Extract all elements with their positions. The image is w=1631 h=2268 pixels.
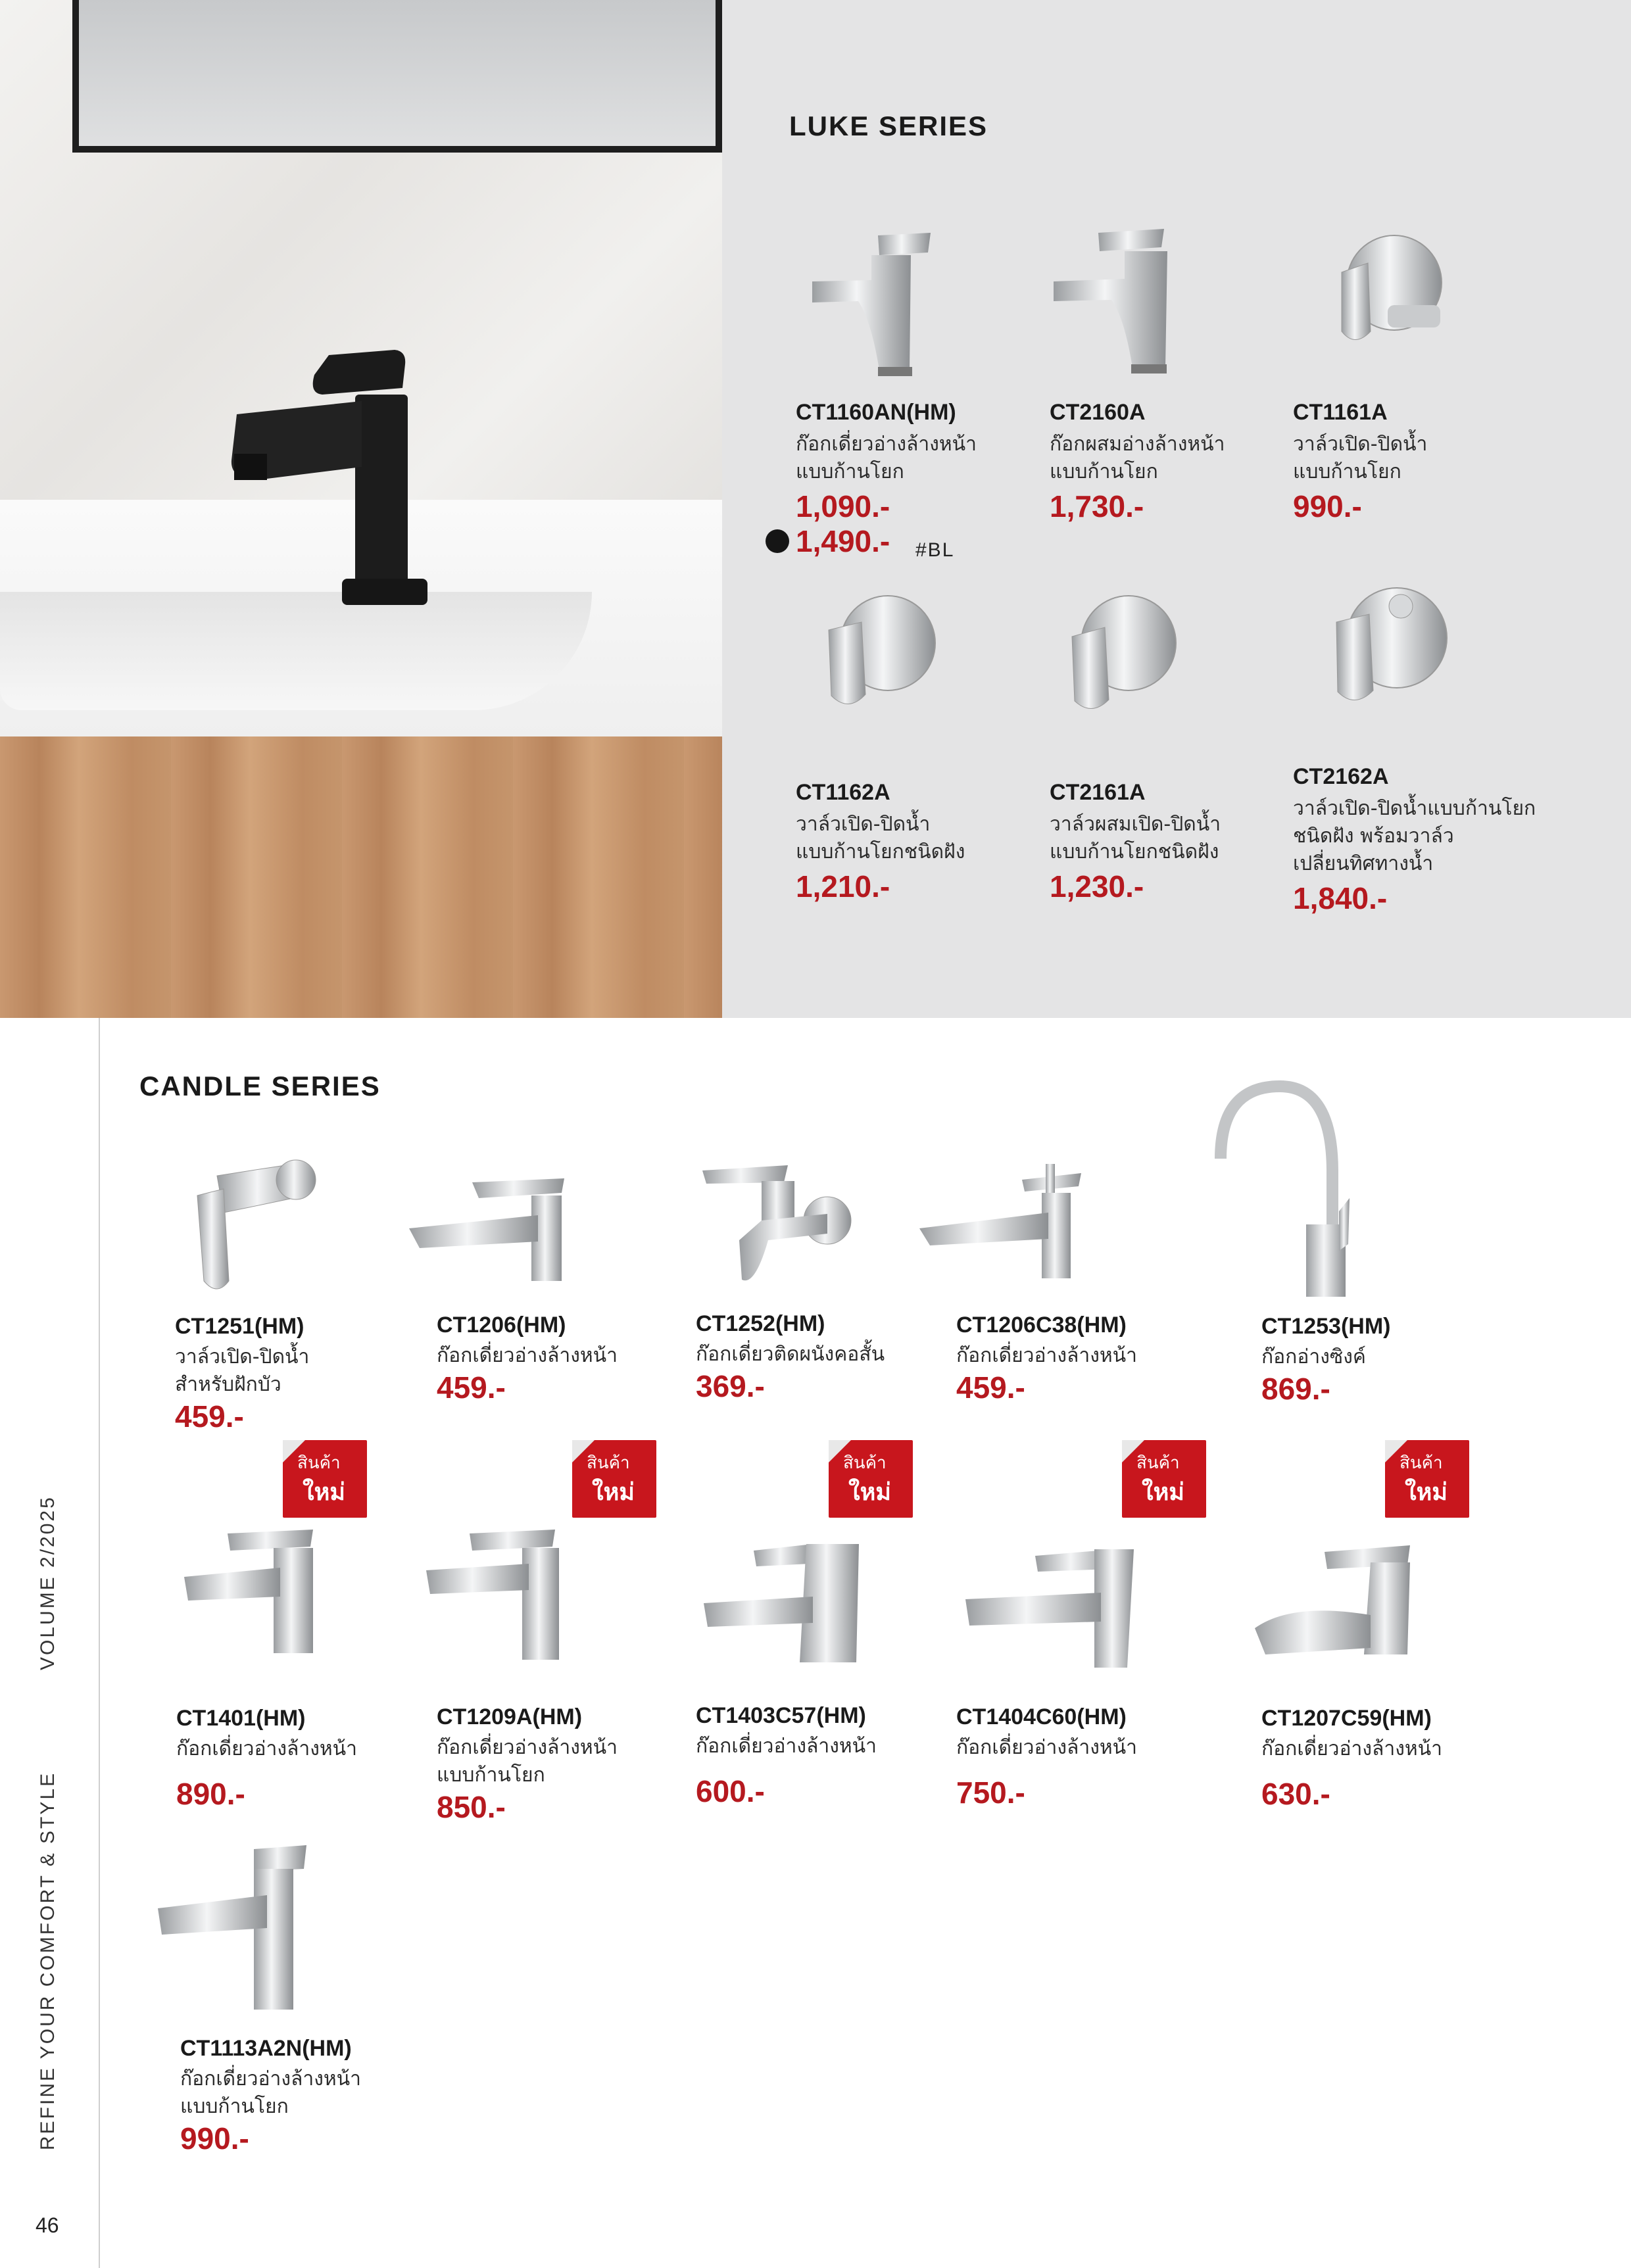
badge-line2: ใหม่ xyxy=(303,1479,346,1506)
product-desc: ก๊อกเดี่ยวติดผนังคอสั้น xyxy=(696,1343,885,1366)
product-desc: เปลี่ยนทิศทางน้ำ xyxy=(1293,852,1434,875)
product-ct1209a xyxy=(437,1704,618,1825)
product-ct1206 xyxy=(437,1313,618,1405)
product-desc: แบบก้านโยก xyxy=(437,1764,545,1787)
hero-photo xyxy=(0,0,722,1018)
badge-line1: สินค้า xyxy=(587,1453,630,1473)
product-desc: แบบก้านโยก xyxy=(1050,460,1158,483)
product-desc: วาล์วผสมเปิด-ปิดน้ำ xyxy=(1050,813,1221,836)
product-desc: วาล์วเปิด-ปิดน้ำ xyxy=(1293,433,1428,456)
product-price: 750.- xyxy=(956,1775,1025,1810)
product-desc: ก๊อกเดี่ยวอ่างล้างหน้า xyxy=(956,1736,1138,1759)
product-code: CT1209A(HM) xyxy=(437,1704,583,1729)
product-desc: ก๊อกเดี่ยวอ่างล้างหน้า xyxy=(180,2067,362,2090)
product-ct1401 xyxy=(176,1706,357,1812)
product-price: 1,230.- xyxy=(1050,869,1144,904)
product-price: 869.- xyxy=(1261,1372,1330,1406)
product-price: 1,090.- xyxy=(796,489,890,523)
mirror xyxy=(72,0,722,153)
product-code: CT1403C57(HM) xyxy=(696,1703,866,1728)
product-desc: วาล์วเปิด-ปิดน้ำ xyxy=(796,813,931,836)
product-code: CT1251(HM) xyxy=(175,1314,304,1339)
product-price: 600.- xyxy=(696,1774,765,1808)
faucet-ct1206-image xyxy=(406,1176,577,1288)
product-price: 850.- xyxy=(437,1790,506,1824)
faucet-ct1404c60-image xyxy=(963,1543,1140,1674)
new-product-badge xyxy=(1385,1440,1469,1518)
badge-line1: สินค้า xyxy=(1400,1453,1443,1473)
faucet-ct1252-image xyxy=(696,1161,854,1293)
badge-line2: ใหม่ xyxy=(1405,1479,1448,1506)
product-ct1162a xyxy=(796,780,965,904)
product-desc: ก๊อกเดี่ยวอ่างล้างหน้า xyxy=(437,1344,618,1367)
product-desc: ก๊อกเดี่ยวอ่างล้างหน้า xyxy=(437,1736,618,1759)
product-price: 1,730.- xyxy=(1050,489,1144,523)
product-ct2161a xyxy=(1050,780,1221,904)
product-ct1251 xyxy=(175,1314,309,1434)
product-price: 459.- xyxy=(437,1370,506,1405)
new-product-badge xyxy=(829,1440,913,1518)
badge-line1: สินค้า xyxy=(297,1453,341,1473)
product-price: 459.- xyxy=(175,1399,244,1434)
sink-faucet-ct1253-image xyxy=(1207,1080,1352,1297)
product-code: CT1161A xyxy=(1293,400,1388,425)
product-ct1207c59 xyxy=(1261,1706,1442,1812)
product-code: CT1252(HM) xyxy=(696,1311,825,1336)
product-ct1252 xyxy=(696,1311,885,1404)
product-desc: ก๊อกเดี่ยวอ่างล้างหน้า xyxy=(956,1344,1138,1367)
volume-label: VOLUME 2/2025 xyxy=(37,1495,59,1670)
black-faucet-image xyxy=(217,329,493,618)
valve-ct1161a-image xyxy=(1322,233,1453,351)
product-ct2162a xyxy=(1293,764,1536,916)
product-price: 1,210.- xyxy=(796,869,890,904)
product-desc: สำหรับฝักบัว xyxy=(175,1373,281,1396)
product-code: CT1160AN(HM) xyxy=(796,400,956,425)
product-code: CT1404C60(HM) xyxy=(956,1704,1127,1729)
valve-ct1251-image xyxy=(191,1149,316,1301)
badge-line2: ใหม่ xyxy=(848,1479,892,1506)
product-code: CT1113A2N(HM) xyxy=(180,2036,352,2061)
candle-series-title: CANDLE SERIES xyxy=(139,1071,381,1101)
product-ct1160an xyxy=(796,400,977,524)
badge-line2: ใหม่ xyxy=(592,1479,635,1506)
product-desc: วาล์วเปิด-ปิดน้ำ xyxy=(175,1345,310,1368)
faucet-ct1209a-image xyxy=(424,1524,575,1662)
faucet-ct1401-image xyxy=(182,1524,333,1656)
product-ct1404c60 xyxy=(956,1704,1137,1810)
product-code: CT2161A xyxy=(1050,780,1146,805)
margin-divider xyxy=(99,1018,100,2268)
product-ct1253 xyxy=(1261,1314,1390,1407)
page-number: 46 xyxy=(36,2213,59,2237)
product-price: 369.- xyxy=(696,1369,765,1403)
black-color-dot-icon xyxy=(766,529,789,553)
product-code: CT2160A xyxy=(1050,400,1146,425)
product-price: 990.- xyxy=(180,2121,249,2156)
product-desc: ก๊อกเดี่ยวอ่างล้างหน้า xyxy=(696,1735,877,1758)
product-code: CT1207C59(HM) xyxy=(1261,1706,1432,1731)
product-code: CT1162A xyxy=(796,780,890,805)
product-desc: ก๊อกอ่างซิงค์ xyxy=(1261,1345,1366,1368)
product-desc: ก๊อกเดี่ยวอ่างล้างหน้า xyxy=(796,433,977,456)
product-desc: แบบก้านโยกชนิดฝัง xyxy=(1050,840,1219,863)
product-desc: ชนิดฝัง พร้อมวาล์ว xyxy=(1293,825,1454,848)
product-desc: ก๊อกเดี่ยวอ่างล้างหน้า xyxy=(1261,1737,1443,1760)
product-desc: แบบก้านโยก xyxy=(180,2095,289,2118)
product-desc: ก๊อกเดี่ยวอ่างล้างหน้า xyxy=(176,1737,358,1760)
product-ct1113a2n xyxy=(180,2036,361,2156)
wood-cabinet xyxy=(0,736,722,1018)
faucet-ct1207c59-image xyxy=(1252,1543,1417,1674)
product-ct2160a xyxy=(1050,400,1225,524)
product-price: 1,840.- xyxy=(1293,881,1388,915)
variant-code: #BL xyxy=(915,539,955,561)
product-ct1403c57 xyxy=(696,1703,877,1809)
product-desc: แบบก้านโยก xyxy=(1293,460,1401,483)
valve-ct2161a-image xyxy=(1065,591,1177,715)
faucet-ct1403c57-image xyxy=(701,1537,865,1669)
product-desc: แบบก้านโยกชนิดฝัง xyxy=(796,840,965,863)
product-code: CT2162A xyxy=(1293,764,1389,789)
product-desc: วาล์วเปิด-ปิดน้ำแบบก้านโยก xyxy=(1293,797,1536,820)
product-ct1206c38 xyxy=(956,1313,1137,1405)
new-product-badge xyxy=(283,1440,367,1518)
product-code: CT1253(HM) xyxy=(1261,1314,1391,1339)
badge-line2: ใหม่ xyxy=(1142,1479,1185,1506)
faucet-ct2160a-image xyxy=(1046,226,1184,377)
tagline: REFINE YOUR COMFORT & STYLE xyxy=(37,1771,59,2150)
product-code: CT1206C38(HM) xyxy=(956,1313,1127,1338)
new-product-badge xyxy=(1122,1440,1206,1518)
luke-series-title: LUKE SERIES xyxy=(789,110,988,141)
product-ct1161a xyxy=(1293,400,1427,524)
product-desc: แบบก้านโยก xyxy=(796,460,904,483)
product-code: CT1401(HM) xyxy=(176,1706,306,1731)
valve-ct2162a-image xyxy=(1328,583,1447,714)
product-desc: ก๊อกผสมอ่างล้างหน้า xyxy=(1050,433,1225,456)
badge-line1: สินค้า xyxy=(843,1453,887,1473)
product-price: 890.- xyxy=(176,1777,245,1811)
product-price: 630.- xyxy=(1261,1777,1330,1811)
product-price: 459.- xyxy=(956,1370,1025,1405)
product-price: 990.- xyxy=(1293,489,1362,523)
valve-ct1162a-image xyxy=(822,591,934,715)
faucet-ct1206c38-image xyxy=(917,1160,1094,1285)
new-product-badge xyxy=(572,1440,656,1518)
badge-line1: สินค้า xyxy=(1136,1453,1180,1473)
faucet-ct1113a2n-image xyxy=(155,1843,320,2014)
product-price-black: 1,490.- xyxy=(796,524,890,558)
faucet-ct1160an-image xyxy=(806,229,937,380)
product-code: CT1206(HM) xyxy=(437,1313,566,1338)
